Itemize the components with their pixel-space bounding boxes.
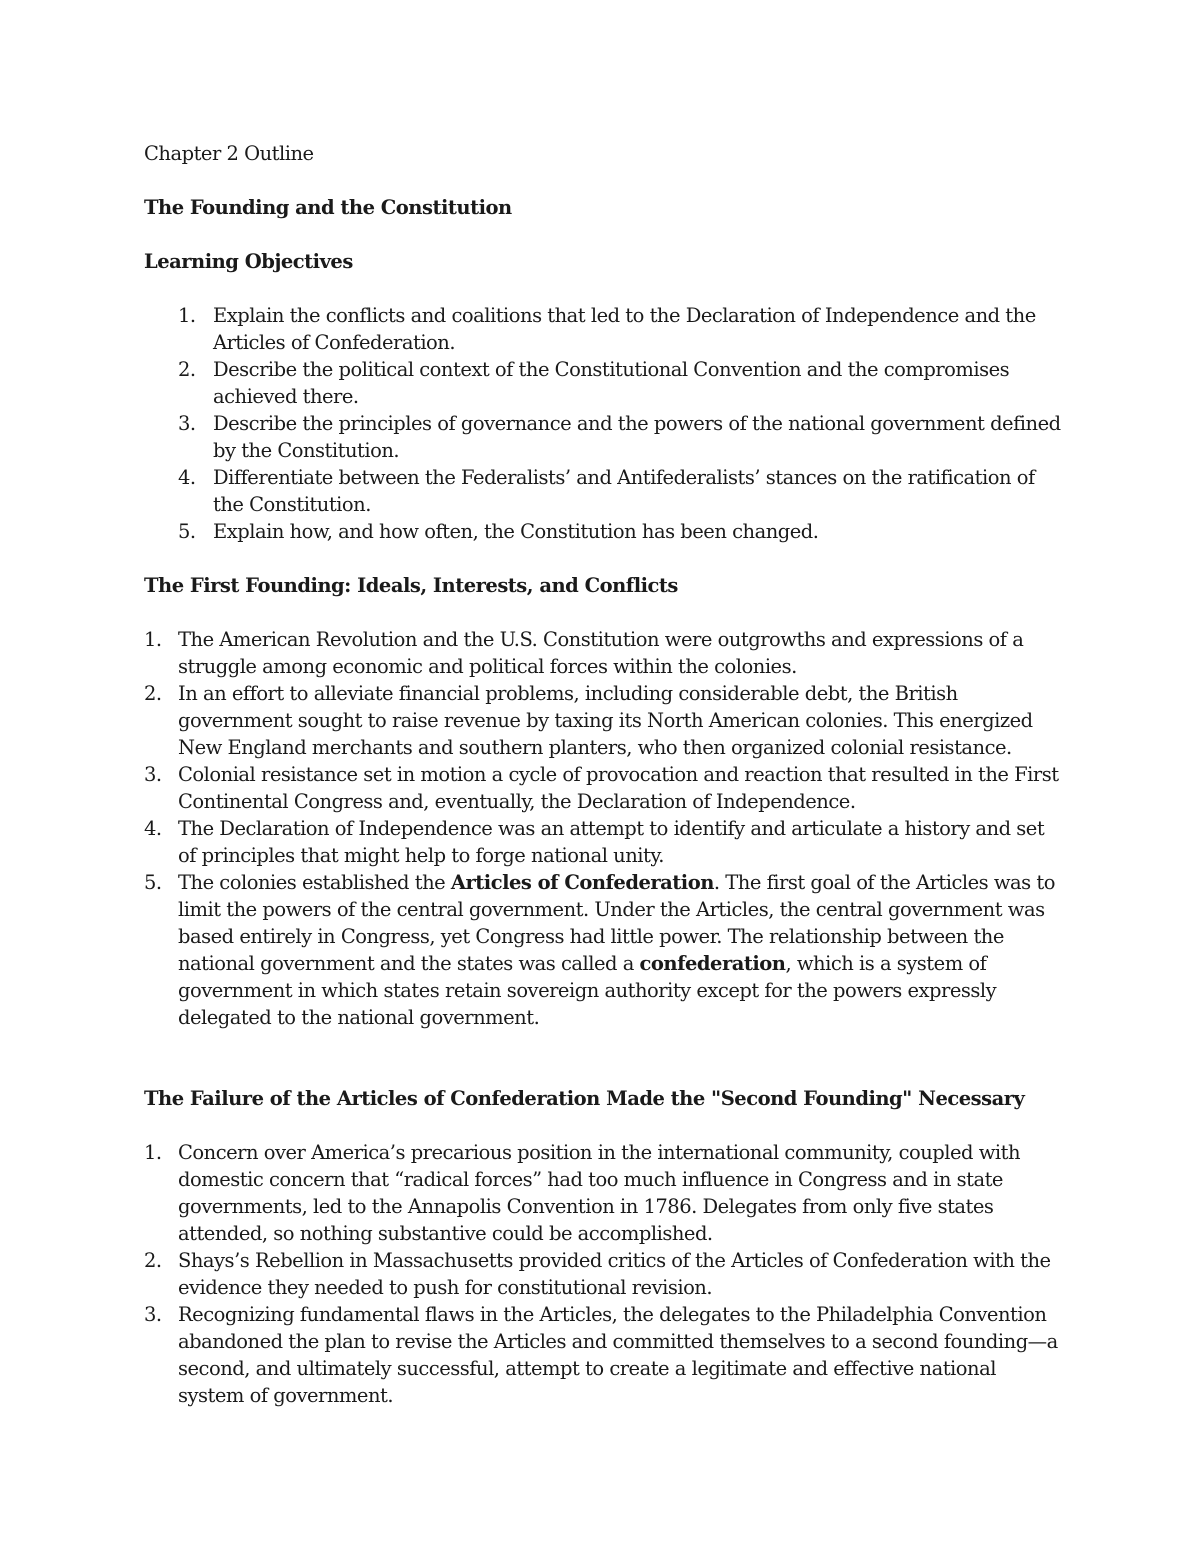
list-item-text-part: , which is a system of government in which states retain sovereign authority except for the powers expressly delegated to the national government. bbox=[178, 952, 997, 1029]
key-term-articles-of-confederation: Articles of Confederation bbox=[450, 871, 714, 894]
list-item-text: Explain how, and how often, the Constitution has been changed. bbox=[213, 520, 819, 543]
list-number: 3. bbox=[144, 1303, 162, 1326]
second-founding-list bbox=[144, 1139, 1064, 1409]
list-item bbox=[144, 302, 1064, 356]
list-item-text-part: . The first goal of the Articles was to limit the powers of the central government. Under the Articles, the central government was based entirely in Congress, yet Congress had little power. The relationship between the national government and the states was called a bbox=[178, 871, 1055, 975]
learning-objectives-heading: Learning Objectives bbox=[144, 250, 353, 273]
document-page bbox=[144, 140, 1064, 1409]
list-item-text: Differentiate between the Federalists’ and Antifederalists’ stances on the ratification of the Constitution. bbox=[213, 466, 1035, 516]
first-founding-heading: The First Founding: Ideals, Interests, and Conflicts bbox=[144, 574, 678, 597]
list-item-text: The Declaration of Independence was an attempt to identify and articulate a history and set of principles that might help to forge national unity. bbox=[178, 817, 1045, 867]
list-item bbox=[144, 464, 1064, 518]
list-number: 3. bbox=[144, 763, 162, 786]
list-item-text: Describe the political context of the Constitutional Convention and the compromises achieved there. bbox=[213, 358, 1010, 408]
list-item bbox=[144, 1139, 1064, 1247]
key-term-confederation: confederation bbox=[639, 952, 786, 975]
list-item bbox=[144, 815, 1064, 869]
list-number: 5. bbox=[144, 871, 162, 894]
learning-objectives-list bbox=[144, 302, 1064, 545]
list-number: 1. bbox=[144, 1141, 162, 1164]
list-number: 1. bbox=[144, 628, 162, 651]
list-item bbox=[144, 680, 1064, 761]
second-founding-heading: The Failure of the Articles of Confederation Made the "Second Founding" Necessary bbox=[144, 1087, 1025, 1110]
list-number: 2. bbox=[178, 358, 196, 381]
list-item bbox=[144, 1301, 1064, 1409]
list-item-text: Concern over America’s precarious position in the international community, coupled with domestic concern that “radical forces” had too much influence in Congress and in state governments, led to the Annapolis Convention in 1786. Delegates from only five states attended, so nothing substantive could be accomplished. bbox=[178, 1141, 1021, 1245]
list-number: 1. bbox=[178, 304, 196, 327]
list-item bbox=[144, 410, 1064, 464]
list-item bbox=[144, 761, 1064, 815]
list-number: 3. bbox=[178, 412, 196, 435]
list-number: 5. bbox=[178, 520, 196, 543]
list-item-text: Colonial resistance set in motion a cycle of provocation and reaction that resulted in the First Continental Congress and, eventually, the Declaration of Independence. bbox=[178, 763, 1059, 813]
list-number: 2. bbox=[144, 682, 162, 705]
list-item bbox=[144, 518, 1064, 545]
list-item-text: In an effort to alleviate financial problems, including considerable debt, the British government sought to raise revenue by taxing its North American colonies. This energized New England merchants and southern planters, who then organized colonial resistance. bbox=[178, 682, 1033, 759]
document-label: Chapter 2 Outline bbox=[144, 142, 314, 165]
chapter-title: The Founding and the Constitution bbox=[144, 196, 512, 219]
list-number: 4. bbox=[144, 817, 162, 840]
list-item bbox=[144, 626, 1064, 680]
list-item-text: The American Revolution and the U.S. Constitution were outgrowths and expressions of a struggle among economic and political forces within the colonies. bbox=[178, 628, 1024, 678]
list-item-text-part: The colonies established the bbox=[178, 871, 451, 894]
list-number: 2. bbox=[144, 1249, 162, 1272]
list-item bbox=[144, 869, 1064, 1031]
list-item-text: Recognizing fundamental flaws in the Articles, the delegates to the Philadelphia Convention abandoned the plan to revise the Articles and committed themselves to a second founding—a second, and ultimately successful, attempt to create a legitimate and effective national system of government. bbox=[178, 1303, 1058, 1407]
list-item-text: Shays’s Rebellion in Massachusetts provided critics of the Articles of Confederation with the evidence they needed to push for constitutional revision. bbox=[178, 1249, 1051, 1299]
list-item-text: Explain the conflicts and coalitions that led to the Declaration of Independence and the Articles of Confederation. bbox=[213, 304, 1036, 354]
list-item bbox=[144, 1247, 1064, 1301]
list-item bbox=[144, 356, 1064, 410]
first-founding-list bbox=[144, 626, 1064, 1031]
list-item-text: Describe the principles of governance and the powers of the national government defined by the Constitution. bbox=[213, 412, 1061, 462]
list-number: 4. bbox=[178, 466, 196, 489]
